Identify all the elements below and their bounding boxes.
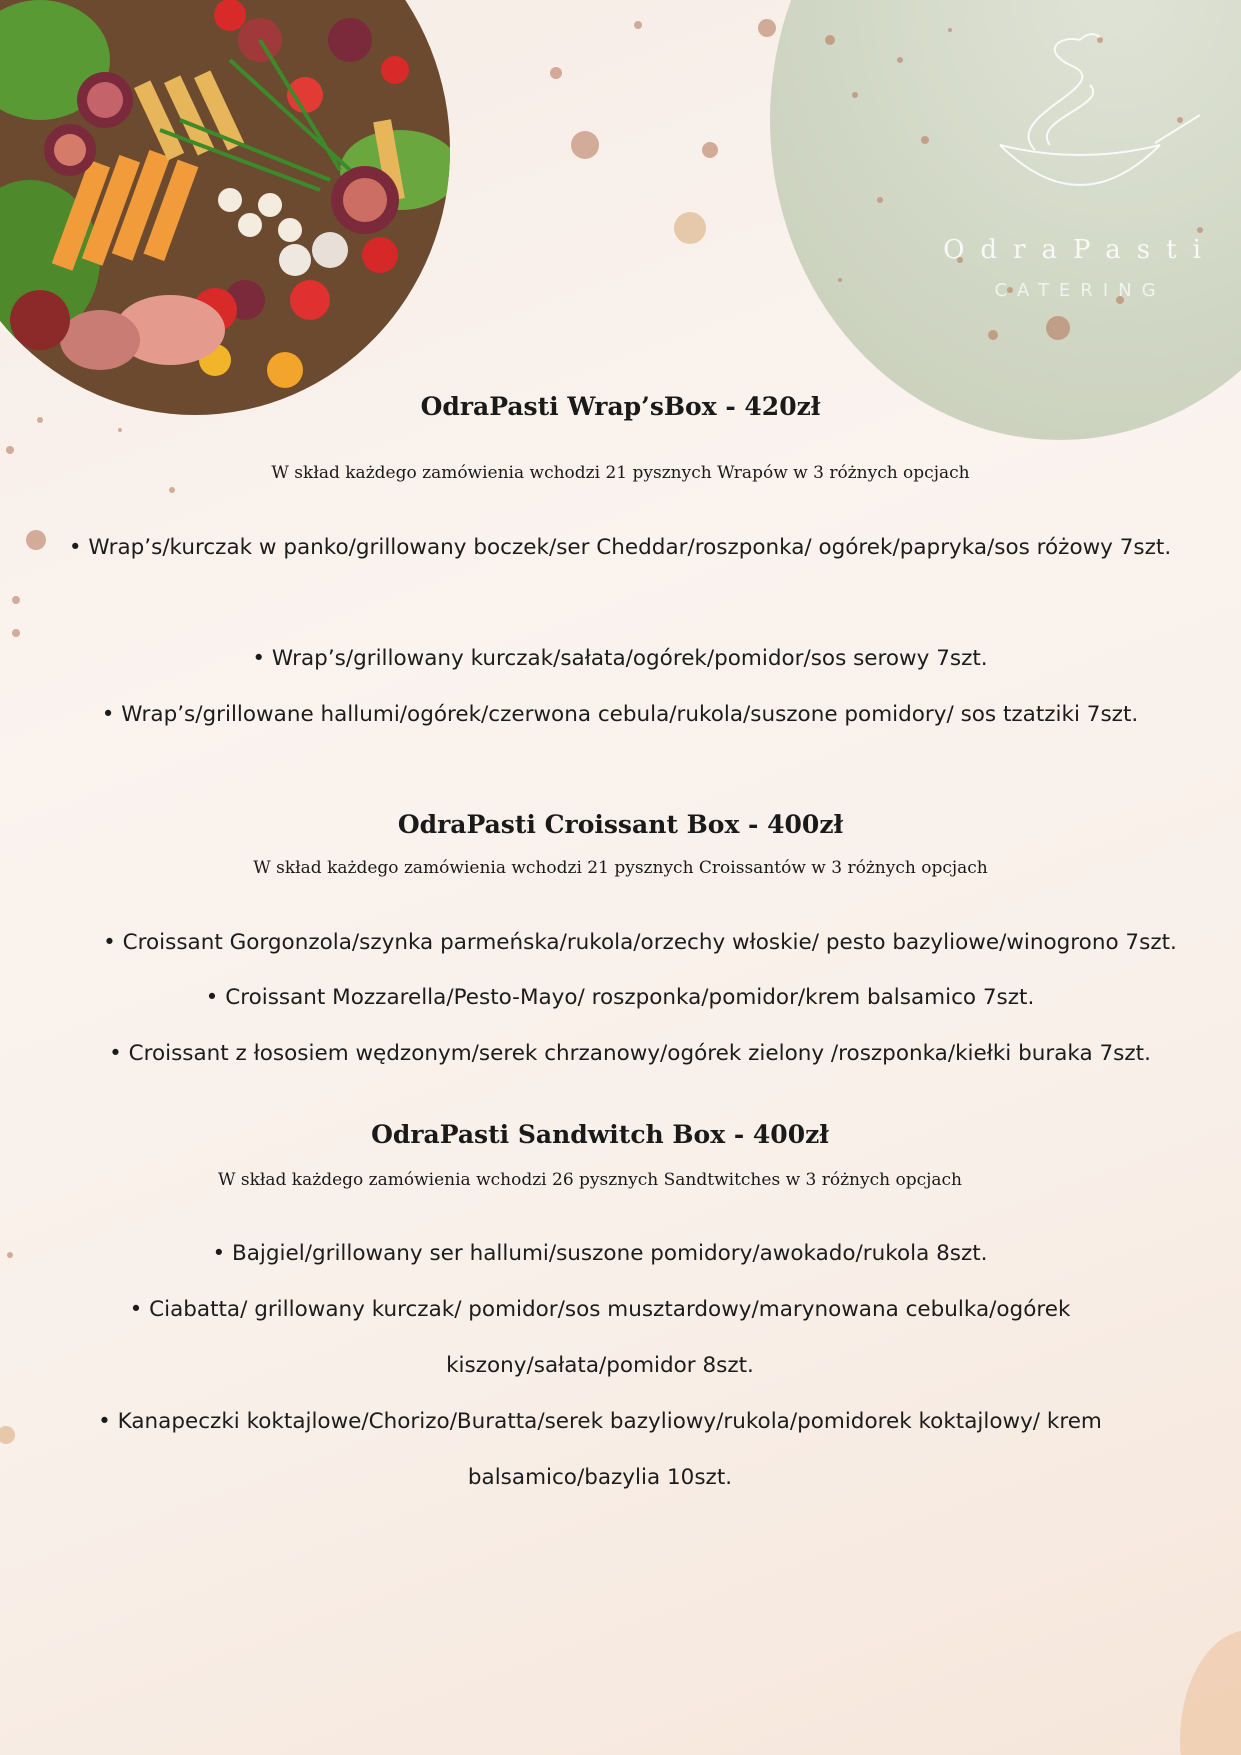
section-intro-sandwitch: W skład każdego zamówienia wchodzi 26 pysznych Sandtwitches w 3 różnych opcjach [217,1170,963,1190]
brand-logo [940,25,1220,315]
food-platter-photo [0,0,460,420]
section-intro-croissant: W skład każdego zamówienia wchodzi 21 pysznych Croissantów w 3 różnych opcjach [253,858,988,878]
section-title-wraps: OdraPasti Wrap’sBox - 420zł [420,392,821,421]
brand-subtitle: CATERING [994,280,1166,301]
menu-item: • Croissant z łososiem wędzonym/serek chrzanowy/ogórek zielony /roszponka/kiełki buraka 7szt. [109,1041,1151,1066]
menu-item: • Croissant Mozzarella/Pesto-Mayo/ roszponka/pomidor/krem balsamico 7szt. [205,985,1035,1010]
menu-item: • Bajgiel/grillowany ser hallumi/suszone pomidory/awokado/rukola 8szt. [212,1241,988,1266]
menu-item: • Kanapeczki koktajlowe/Chorizo/Buratta/serek bazyliowy/rukola/pomidorek koktajlowy/ krem balsamico/bazylia 10szt. [98,1409,1102,1490]
menu-item: • Wrap’s/kurczak w panko/grillowany boczek/ser Cheddar/roszponka/ ogórek/papryka/sos różowy 7szt. [68,535,1172,560]
menu-item: • Wrap’s/grillowane hallumi/ogórek/czerwona cebula/rukola/suszone pomidory/ sos tzatziki 7szt. [101,702,1139,727]
menu-item: • Croissant Gorgonzola/szynka parmeńska/rukola/orzechy włoskie/ pesto bazyliowe/winogrono 7szt. [103,930,1177,955]
section-title-croissant: OdraPasti Croissant Box - 400zł [397,810,844,839]
menu-item: • Ciabatta/ grillowany kurczak/ pomidor/sos musztardowy/marynowana cebulka/ogórek kiszony/sałata/pomidor 8szt. [129,1297,1071,1378]
section-title-sandwitch: OdraPasti Sandwitch Box - 400zł [371,1120,829,1149]
section-intro-wraps: W skład każdego zamówienia wchodzi 21 pysznych Wrapów w 3 różnych opcjach [271,463,970,483]
brand-name: OdraPasti [943,235,1217,265]
menu-item: • Wrap’s/grillowany kurczak/sałata/ogórek/pomidor/sos serowy 7szt. [252,646,988,671]
whisk-bowl-icon [940,25,1220,235]
